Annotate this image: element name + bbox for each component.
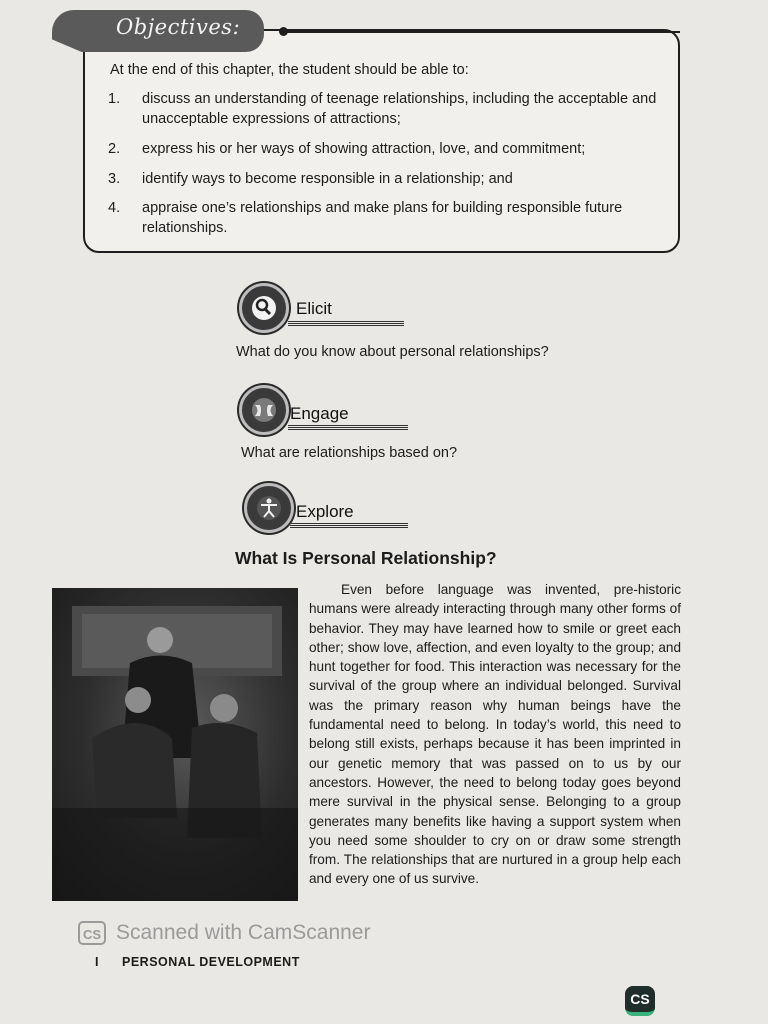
objective-item	[108, 139, 668, 159]
faces-icon	[239, 385, 289, 435]
objectives-bullet-dot	[279, 27, 288, 36]
section-label-elicit: Elicit	[296, 299, 332, 318]
watermark-text: Scanned with CamScanner	[116, 921, 371, 944]
magnifier-head-icon	[239, 283, 289, 333]
article-body	[309, 580, 681, 889]
objective-number: 2.	[108, 141, 121, 157]
objective-text: identify ways to become responsible in a relationship; and	[142, 171, 513, 187]
section-rule	[288, 320, 404, 326]
book-title: PERSONAL DEVELOPMENT	[122, 955, 300, 969]
article-body-text: Even before language was invented, pre-historic humans were already interacting through many other forms of behavior. They may have learned how to smile or greet each other; show love, affection, and even loyalty to the group; and hunt together for food. This interaction was necessary for the survival of the group where an individual belonged. Survival was the primary reason why human beings have the fundamental need to belong. In today’s world, this need to belong still exists, perhaps because it has been imprinted in our genetic memory that was passed on to us by our ancestors. However, the need to belong today goes beyond mere survival in the physical sense. Belonging to a group generates many benefits like having a support system when you need some shoulder to cry on or draw some strength from. The relationships that are nurtured in a group help each and every one of us survive.	[309, 582, 681, 887]
objective-item	[108, 169, 668, 189]
objectives-rule	[282, 31, 680, 33]
family-photo	[52, 588, 298, 901]
objective-number: 1.	[108, 91, 121, 107]
elicit-question: What do you know about personal relationships?	[236, 344, 549, 360]
section-rule	[288, 424, 408, 430]
section-label-engage: Engage	[290, 404, 349, 423]
section-rule	[290, 522, 408, 528]
camscanner-badge: CS	[78, 921, 106, 945]
objective-item	[108, 89, 668, 129]
objectives-heading: Objectives:	[116, 15, 241, 39]
engage-question: What are relationships based on?	[241, 445, 458, 461]
objectives-intro: At the end of this chapter, the student should be able to:	[110, 62, 469, 78]
objective-item	[108, 198, 668, 238]
page-number: I	[95, 955, 99, 969]
camscanner-app-icon[interactable]: CS	[625, 986, 655, 1016]
person-icon	[244, 483, 294, 533]
section-label-explore: Explore	[296, 502, 354, 521]
objective-number: 4.	[108, 200, 121, 216]
objective-text: discuss an understanding of teenage relationships, including the acceptable and unacceptable expressions of attractions;	[142, 91, 657, 127]
objective-text: appraise one’s relationships and make plans for building responsible future relationships.	[142, 200, 623, 236]
objective-text: express his or her ways of showing attraction, love, and commitment;	[142, 141, 586, 157]
objective-number: 3.	[108, 171, 121, 187]
article-title: What Is Personal Relationship?	[235, 548, 497, 568]
